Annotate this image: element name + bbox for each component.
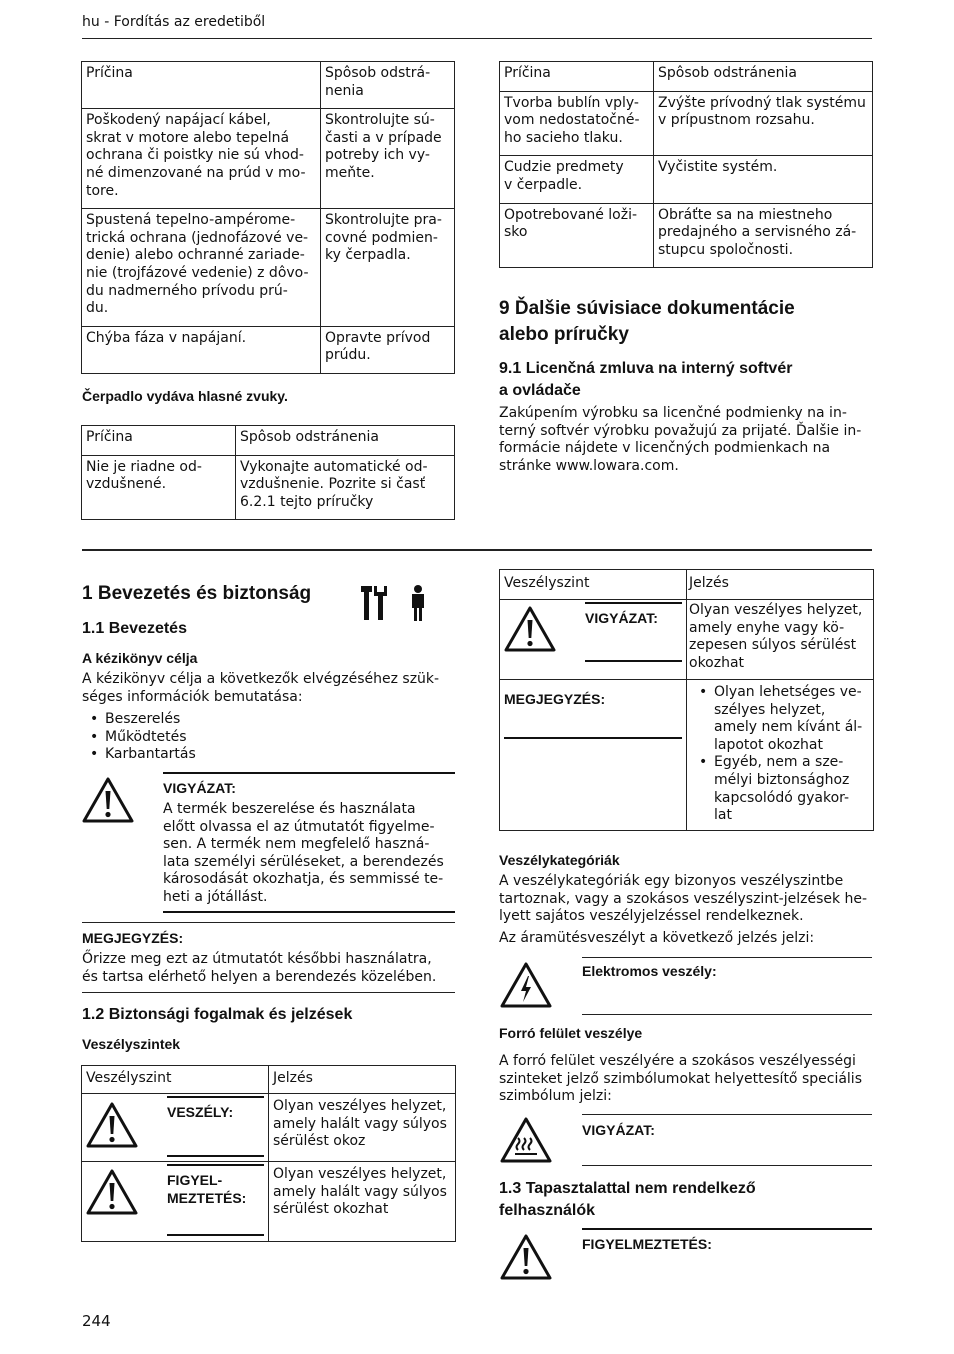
warning-label: FIGYELMEZTETÉS: bbox=[582, 1236, 712, 1252]
section-1-2-title: 1.2 Biztonsági fogalmak és jelzések bbox=[82, 1006, 353, 1023]
person-icon bbox=[406, 584, 430, 622]
table-header-cell: Príčina bbox=[82, 62, 321, 109]
table-cell: Poškodený napájací kábel, skrat v motore alebo tepelná ochrana či poistky nie sú vhod- né dimenzované na prúd v mo- tore. bbox=[82, 109, 321, 209]
electric-hazard-icon bbox=[500, 961, 552, 1009]
section-1-1-title: 1.1 Bevezetés bbox=[82, 620, 187, 637]
noise-heading: Čerpadlo vydáva hlasné zvuky. bbox=[82, 388, 288, 404]
table-header-cell: Príčina bbox=[82, 426, 236, 456]
table-header-cell: Spôsob odstránenia bbox=[236, 426, 455, 456]
danger-triangle-icon bbox=[86, 1101, 138, 1149]
hazard-label-danger: VESZÉLY: bbox=[167, 1104, 234, 1120]
hot-caution-label: VIGYÁZAT: bbox=[582, 1122, 655, 1138]
table-header-cell: Príčina bbox=[500, 62, 654, 92]
hazard-levels-table-right bbox=[499, 569, 874, 831]
table-cell: Zvýšte prívodný tlak systému v prípustnom rozsahu. bbox=[654, 91, 873, 156]
hazard-label-warning: FIGYEL- MEZTETÉS: bbox=[167, 1172, 247, 1206]
note-bottom-rule bbox=[82, 992, 455, 993]
levels-heading: Veszélyszintek bbox=[82, 1036, 181, 1052]
troubleshooting-table-bubbles bbox=[499, 61, 873, 268]
categories-body: A veszélykategóriák egy bizonyos veszélyszintbe tartoznak, vagy a szokásos veszélyszint-jelzések he- lyett sajátos veszélyjelzéssel rendelkeznek. bbox=[499, 873, 868, 925]
hazard-levels-table-left bbox=[81, 1065, 456, 1242]
hazard-text-danger: Olyan veszélyes helyzet, amely halált vagy súlyos sérülést okoz bbox=[273, 1098, 447, 1150]
caution-label: VIGYÁZAT: bbox=[163, 780, 236, 796]
caution-top-rule bbox=[163, 772, 455, 774]
table-header-cell: Spôsob odstránenia bbox=[654, 62, 873, 92]
table-cell: Nie je riadne od- vzdušnené. bbox=[82, 455, 236, 520]
table-cell: Obráťte sa na miestneho predajného a servisného zá- stupcu spoločnosti. bbox=[654, 203, 873, 268]
tools-icon bbox=[360, 584, 388, 622]
caution-bottom-rule bbox=[163, 911, 455, 913]
header-rule bbox=[82, 38, 872, 39]
caution-text: A termék beszerelése és használata előtt olvassa el az útmutatót figyelme- sen. A termék nem megfelelő haszná- lata személyi sérüléseket, a berendezés károsodását okozhatja, és semmissé te- heti a jótállást. bbox=[163, 801, 444, 905]
table-header-cell: Jelzés bbox=[689, 575, 729, 591]
note-top-rule bbox=[82, 922, 455, 923]
list-item: • Karbantartás bbox=[82, 746, 196, 764]
electric-bottom-rule bbox=[582, 1014, 872, 1015]
hot-surface-heading: Forró felület veszélye bbox=[499, 1025, 643, 1041]
electric-intro: Az áramütésveszélyt a következő jelzés jelzi: bbox=[499, 930, 815, 946]
table-cell: Opotrebované loži- sko bbox=[500, 203, 654, 268]
warning-triangle-icon bbox=[500, 1233, 552, 1281]
warning-triangle-icon bbox=[86, 1168, 138, 1216]
purpose-heading: A kézikönyv célja bbox=[82, 650, 198, 666]
list-item: • Olyan lehetséges ve- szélyes helyzet, amely nem kívánt ál- lapotot okozhat bbox=[691, 684, 871, 754]
table-cell: Chýba fáza v napájaní. bbox=[82, 326, 321, 373]
list-item: • Egyéb, nem a sze- mélyi biztonsághoz kapcsolódó gyakor- lat bbox=[691, 754, 871, 824]
list-item: • Működtetés bbox=[82, 729, 196, 747]
section-1-3-title: 1.3 Tapasztalattal nem rendelkező felhasználók bbox=[499, 1180, 756, 1219]
troubleshooting-table-motor bbox=[81, 61, 455, 374]
hot-bottom-rule bbox=[582, 1165, 872, 1166]
purpose-list bbox=[82, 711, 196, 764]
table-cell: Tvorba bublín vply- vom nedostatočné- ho sacieho tlaku. bbox=[500, 91, 654, 156]
warning-triangle-icon bbox=[82, 776, 134, 824]
list-item: • Beszerelés bbox=[82, 711, 196, 729]
hazard-label-note: MEGJEGYZÉS: bbox=[504, 691, 606, 707]
section-divider bbox=[82, 549, 872, 551]
table-cell: Cudzie predmety v čerpadle. bbox=[500, 156, 654, 203]
hazard-text-caution: Olyan veszélyes helyzet, amely enyhe vagy kö- zepesen súlyos sérülést okozhat bbox=[689, 602, 863, 671]
table-cell: Opravte prívod prúdu. bbox=[321, 326, 455, 373]
purpose-body: A kézikönyv célja a következők elvégzéséhez szük- séges információk bemutatása: bbox=[82, 671, 440, 705]
hazard-text-warning: Olyan veszélyes helyzet, amely halált vagy súlyos sérülést okozhat bbox=[273, 1166, 447, 1218]
table-cell: Skontrolujte pra- covné podmien- ky čerpadla. bbox=[321, 209, 455, 327]
table-header-cell: Spôsob odstrá- nenia bbox=[321, 62, 455, 109]
section-9-1-body: Zakúpením výrobku sa licenčné podmienky na in- terný softvér výrobku považujú za prijaté. Ďalšie in- formácie nájdete v licenčných podmienkach na stránke www.lowara.com. bbox=[499, 405, 862, 474]
hot-surface-body: A forró felület veszélyére a szokásos veszélyességi szinteket jelző szimbólumokat helyettesítő speciális szimbólum jelzi: bbox=[499, 1053, 862, 1105]
section-9-title: 9 Ďalšie súvisiace dokumentácie alebo príručky bbox=[499, 298, 795, 345]
table-header-cell: Veszélyszint bbox=[86, 1070, 172, 1086]
table-cell: Vykonajte automatické od- vzdušnenie. Pozrite si časť 6.2.1 tejto príručky bbox=[236, 455, 455, 520]
categories-heading: Veszélykategóriák bbox=[499, 852, 620, 868]
table-header-cell: Jelzés bbox=[273, 1070, 313, 1086]
hazard-label-caution: VIGYÁZAT: bbox=[585, 610, 658, 626]
table-cell: Spustená tepelno-ampérome- trická ochrana (jednofázové ve- denie) alebo ochranné zariade- nie (trojfázové vedenie) z dôvo- du nadmerného prívodu prú- du. bbox=[82, 209, 321, 327]
table-cell: Skontrolujte sú- časti a v prípade potreby ich vy- meňte. bbox=[321, 109, 455, 209]
section-1-title: 1 Bevezetés és biztonság bbox=[82, 583, 312, 604]
page-header: hu - Fordítás az eredetiből bbox=[82, 14, 266, 30]
table-cell: Vyčistite systém. bbox=[654, 156, 873, 203]
section-9-1-title: 9.1 Licenčná zmluva na interný softvér a ovládače bbox=[499, 360, 793, 399]
electric-label: Elektromos veszély: bbox=[582, 963, 717, 979]
caution-triangle-icon bbox=[504, 605, 556, 653]
note-label: MEGJEGYZÉS: bbox=[82, 930, 184, 946]
hot-top-rule bbox=[582, 1114, 872, 1115]
electric-top-rule bbox=[582, 957, 872, 958]
note-text: Őrizze meg ezt az útmutatót későbbi használatra, és tartsa elérhető helyen a berendezés közelében. bbox=[82, 951, 437, 985]
troubleshooting-table-noise bbox=[81, 425, 455, 520]
table-header-cell: Veszélyszint bbox=[504, 575, 590, 591]
warning-top-rule bbox=[582, 1228, 872, 1230]
note-bullet-list bbox=[691, 684, 871, 825]
page-number: 244 bbox=[82, 1312, 111, 1330]
hot-surface-icon bbox=[500, 1116, 552, 1164]
